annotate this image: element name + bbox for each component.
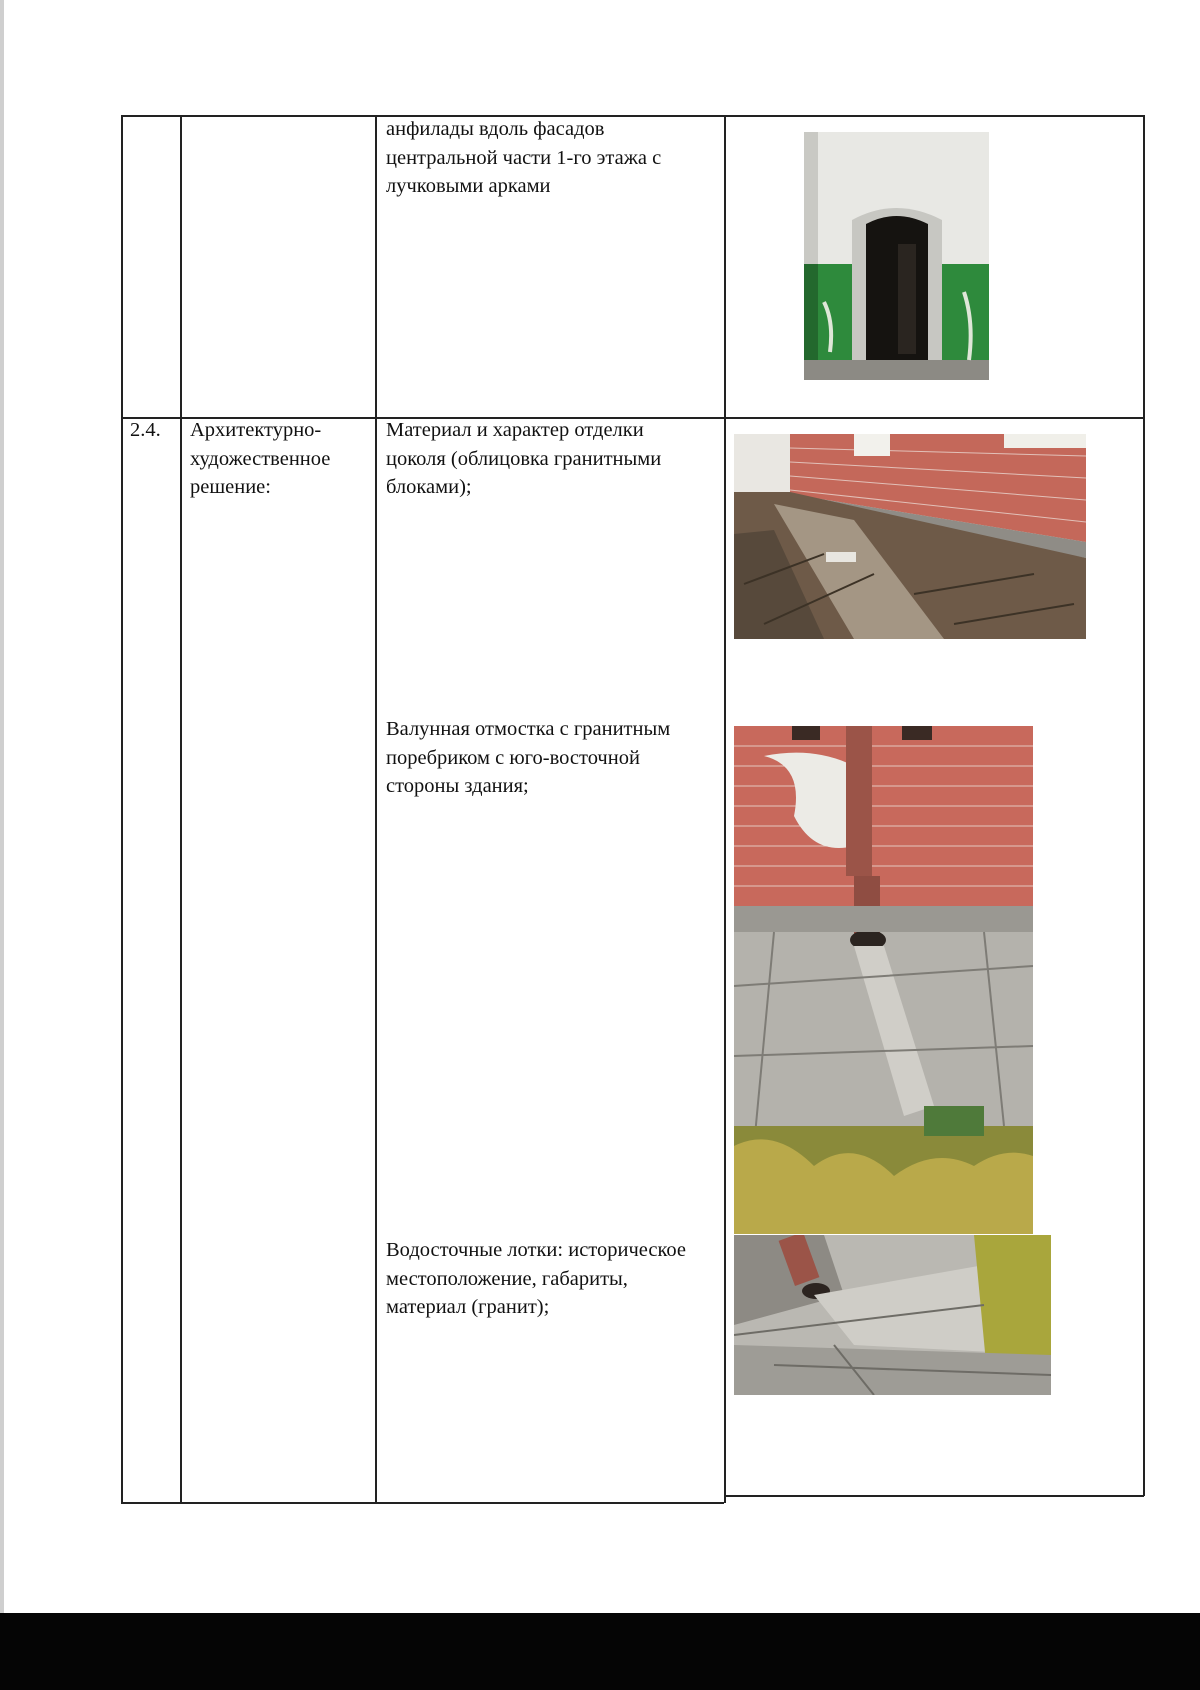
col-divider-1: [180, 115, 182, 1503]
category-cell: Архитектурно- художественное решение:: [190, 419, 331, 498]
table-bottom-border-right: [724, 1495, 1144, 1497]
brick-plinth-photo: [734, 434, 1086, 639]
scan-bottom-edge: [0, 1613, 1200, 1690]
item-plinth-description: Материал и характер отделки цоколя (облицовка гранитными блоками);: [386, 419, 662, 498]
row-top-description: анфилады вдоль фасадов центральной части 1-го этажа с лучковыми арками: [386, 118, 662, 197]
table-right-border: [1143, 115, 1145, 1496]
col-divider-3: [724, 115, 726, 1503]
row-number: 2.4.: [130, 419, 161, 441]
col-divider-2: [375, 115, 377, 1503]
table-left-border: [121, 115, 123, 1503]
gutter-tray-photo: [734, 1235, 1051, 1395]
table-bottom-border-left: [121, 1502, 724, 1504]
item-paving-description: Валунная отмостка с гранитным поребриком с юго-восточной стороны здания;: [386, 718, 671, 797]
arched-doorway-photo: [804, 132, 989, 380]
item-gutter-description: Водосточные лотки: историческое местоположение, габариты, материал (гранит);: [386, 1239, 686, 1318]
drainpipe-paving-photo: [734, 726, 1033, 1234]
